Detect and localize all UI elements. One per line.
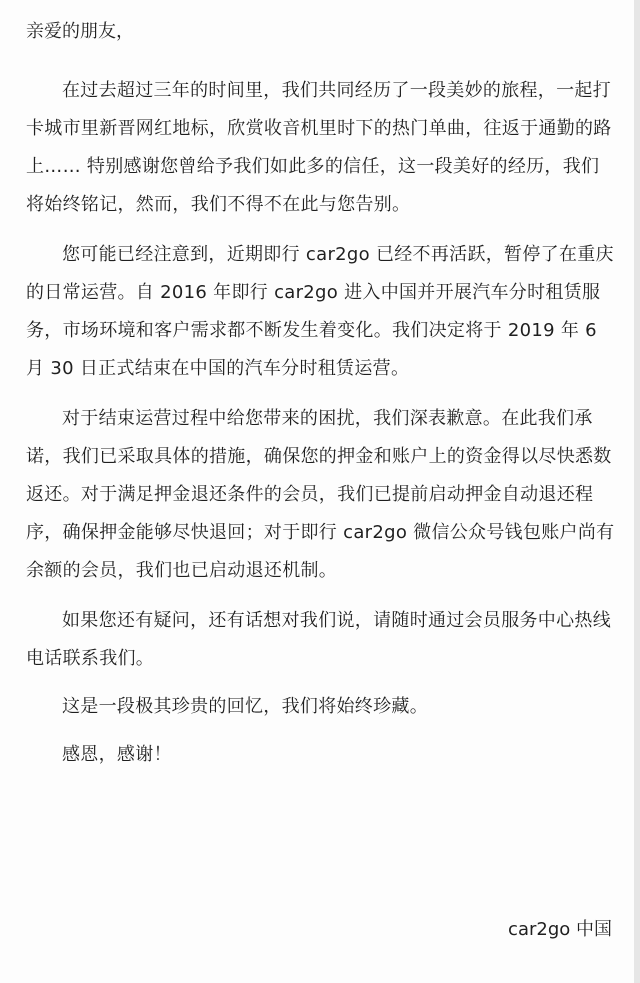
paragraph-thanks: 感恩，感谢！ bbox=[62, 744, 172, 765]
salutation: 亲爱的朋友， bbox=[26, 21, 134, 42]
paragraph-refund: 对于结束运营过程中给您带来的困扰，我们深表歉意。在此我们承诺，我们已采取具体的措施，确保您的押金和账户上的资金得以尽快悉数返还。对于满足押金退还条件的会员，我们已提前启动押金自动退还程序，确保押金能够尽快退回；对于即行 car2go 微信公众号钱包账户尚有余额的会员，我们也已启动退还机制。 bbox=[26, 408, 615, 581]
letter-body bbox=[26, 16, 616, 784]
paragraph-operations: 您可能已经注意到，近期即行 car2go 已经不再活跃，暂停了在重庆的日常运营。自 2016 年即行 car2go 进入中国并开展汽车分时租赁服务，市场环境和客户需求都不断发生着变化。我们决定将于 2019 年 6 月 30 日正式结束在中国的汽车分时租赁运营。 bbox=[26, 244, 614, 379]
paragraph-memory: 这是一段极其珍贵的回忆，我们将始终珍藏。 bbox=[62, 696, 428, 717]
paragraph-intro: 在过去超过三年的时间里，我们共同经历了一段美妙的旅程，一起打卡城市里新晋网红地标，欣赏收音机里时下的热门单曲，往返于通勤的路上…… 特别感谢您曾给予我们如此多的信任，这一段美好的经历，我们将始终铭记，然而，我们不得不在此与您告别。 bbox=[26, 80, 612, 215]
page-edge bbox=[634, 0, 640, 983]
paragraph-contact: 如果您还有疑问，还有话想对我们说，请随时通过会员服务中心热线电话联系我们。 bbox=[26, 610, 611, 669]
signature: car2go 中国 bbox=[508, 919, 612, 940]
